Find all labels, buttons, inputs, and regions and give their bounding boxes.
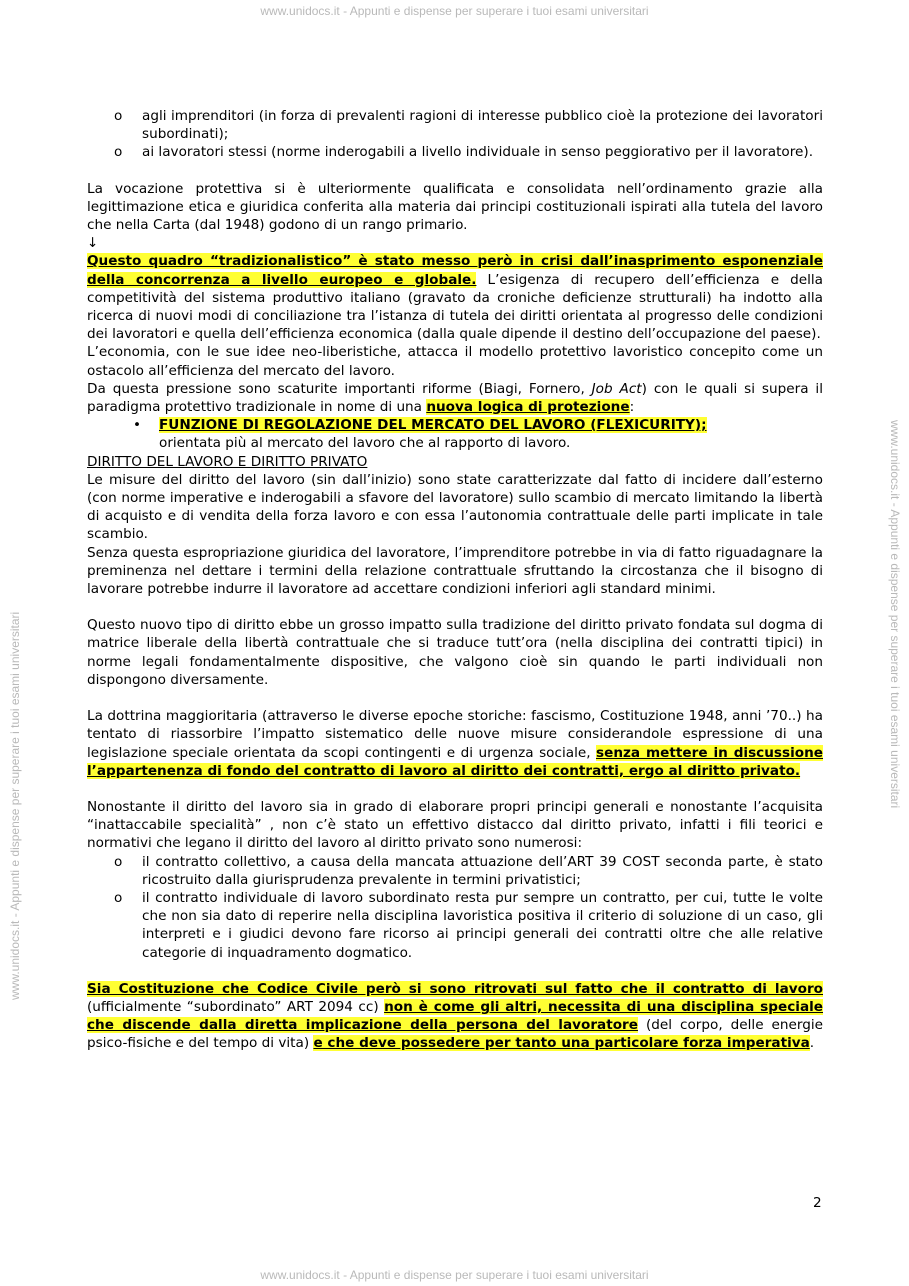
page-number: 2 [813, 1195, 822, 1211]
list-item: o il contratto collettivo, a causa della mancata attuazione dell’ART 39 COST seconda parte, è stato ricostruito dalla giurisprudenza prevalente in termini privatistici; [114, 853, 823, 888]
list-continuation: orientata più al mercato del lavoro che al rapporto di lavoro. [159, 435, 571, 452]
list-destinatari [87, 107, 823, 162]
list-item: o agli imprenditori (in forza di prevalenti ragioni di interesse pubblico cioè la protezione dei lavoratori subordinati); [114, 108, 823, 143]
list-marker: o [114, 853, 123, 870]
list-item: o il contratto individuale di lavoro subordinato resta pur sempre un contratto, per cui, tutte le volte che non sia dato di reperire nella disciplina lavoristica positiva il criterio di soluzione di un caso, gli interpreti e i giudici devono fare ricorso ai principi generali dei contratti oltre che alle relative categorie di inquadramento dogmatico. [114, 889, 823, 961]
list-item [87, 416, 823, 434]
document-body [87, 107, 823, 1053]
section-heading: DIRITTO DEL LAVORO E DIRITTO PRIVATO [87, 453, 368, 470]
list-flexicurity [87, 416, 823, 434]
paragraph: Senza questa espropriazione giuridica del lavoratore, l’imprenditore potrebbe in via di fatto riguadagnare la preminenza nel dettare i termini della relazione contrattuale sfruttando la circostanza che il bisogno di lavorare potrebbe indurre il lavoratore ad accettare condizioni inferiori agli standard minimi. [87, 544, 823, 598]
highlighted-text: Sia Costituzione che Codice Civile però si sono ritrovati sul fatto che il contratto di lavoro [87, 980, 823, 997]
paragraph: Sia Costituzione che Codice Civile però si sono ritrovati sul fatto che il contratto di lavoro (ufficialmente “subordinato” ART 2094 cc) non è come gli altri, necessita di una disciplina speciale che discende dalla diretta implicazione della persona del lavoratore (del corpo, delle energie psico-fisiche e del tempo di vita) e che deve possedere per tanto una particolare forza imperativa. [87, 980, 823, 1052]
list-legami [87, 853, 823, 962]
list-marker: o [114, 108, 123, 124]
watermark-left: www.unidocs.it - Appunti e dispense per superare i tuoi esami universitari [8, 611, 22, 1000]
paragraph: La vocazione protettiva si è ulteriormente qualificata e consolidata nell’ordinamento grazie alla legittimazione etica e giuridica conferita alla materia dai principi costituzionali ispirati alla tutela del lavoro che nella Carta (dal 1948) godono di un rango primario. [87, 180, 823, 234]
list-item: o ai lavoratori stessi (norme inderogabili a livello individuale in senso peggiorativo per il lavoratore). [114, 144, 814, 161]
list-marker: o [114, 889, 123, 906]
bullet-marker: • [133, 417, 142, 434]
highlighted-text: FUNZIONE DI REGOLAZIONE DEL MERCATO DEL LAVORO (FLEXICURITY); [159, 417, 707, 434]
paragraph: Nonostante il diritto del lavoro sia in grado di elaborare propri principi generali e nonostante l’acquisita “inattaccabile specialità” , non c’è stato un effettivo distacco dal diritto privato, infatti i fili teorici e normativi che legano il diritto del lavoro al diritto privato sono numerosi: [87, 798, 823, 852]
highlighted-text: nuova logica di protezione [426, 399, 630, 416]
paragraph: Le misure del diritto del lavoro (sin dall’inizio) sono state caratterizzate dal fatto di incidere dall’esterno (con norme imperative e inderogabili a sfavore del lavoratore) sullo scambio di mercato limitando la libertà di acquisto e di vendita della forza lavoro e con essa l’autonomia contrattuale delle parti implicate in tale scambio. [87, 471, 823, 543]
paragraph: Questo nuovo tipo di diritto ebbe un grosso impatto sulla tradizione del diritto privato fondata sul dogma di matrice liberale della libertà contrattuale che si traduce tutt’ora (nella disciplina dei contratti tipici) in norme legali fondamentalmente dispositive, che valgono cioè sin quando le parti individuali non dispongono diversamente. [87, 617, 823, 688]
highlighted-text: senza mettere in discussione l’appartenenza di fondo del contratto di lavoro al diritto dei contratti, ergo al diritto privato. [87, 744, 823, 779]
watermark-right: www.unidocs.it - Appunti e dispense per superare i tuoi esami universitari [888, 420, 902, 809]
highlighted-text: non è come gli altri, necessita di una disciplina speciale che discende dalla diretta implicazione della persona del lavoratore [87, 998, 823, 1034]
arrow-down: ↓ [87, 235, 99, 252]
highlighted-text: e che deve possedere per tanto una particolare forza imperativa [313, 1035, 810, 1052]
paragraph: La dottrina maggioritaria (attraverso le diverse epoche storiche: fascismo, Costituzione 1948, anni ’70..) ha tentato di riassorbire l’impatto sistematico delle nuove misure considerandole espressione di una legislazione speciale orientata da scopi contingenti e di urgenza sociale, senza mettere in discussione l’appartenenza di fondo del contratto di lavoro al diritto dei contratti, ergo al diritto privato. [87, 708, 823, 779]
list-marker: o [114, 144, 123, 161]
watermark-top: www.unidocs.it - Appunti e dispense per superare i tuoi esami universitari [260, 4, 649, 18]
paragraph: L’economia, con le sue idee neo-liberistiche, attacca il modello protettivo lavoristico concepito come un ostacolo all’efficienza del mercato del lavoro. [87, 344, 823, 379]
paragraph: Da questa pressione sono scaturite importanti riforme (Biagi, Fornero, Job Act) con le quali si supera il paradigma protettivo tradizionale in nome di una nuova logica di protezione: [87, 380, 823, 416]
watermark-bottom: www.unidocs.it - Appunti e dispense per superare i tuoi esami universitari [260, 1268, 649, 1282]
highlighted-text: Questo quadro “tradizionalistico” è stato messo però in crisi dall’inasprimento esponenziale della concorrenza a livello europeo e globale. [87, 253, 823, 288]
paragraph: Questo quadro “tradizionalistico” è stato messo però in crisi dall’inasprimento esponenziale della concorrenza a livello europeo e globale. L’esigenza di recupero dell’efficienza e della competitività del sistema produttivo italiano (gravato da croniche deficienze strutturali) ha indotto alla ricerca di nuovi modi di conciliazione tra l’istanza di tutela dei diritti orientata al progresso delle condizioni dei lavoratori e quella dell’efficienza economica (dalla quale dipende il destino dell’occupazione del paese). [87, 253, 824, 343]
